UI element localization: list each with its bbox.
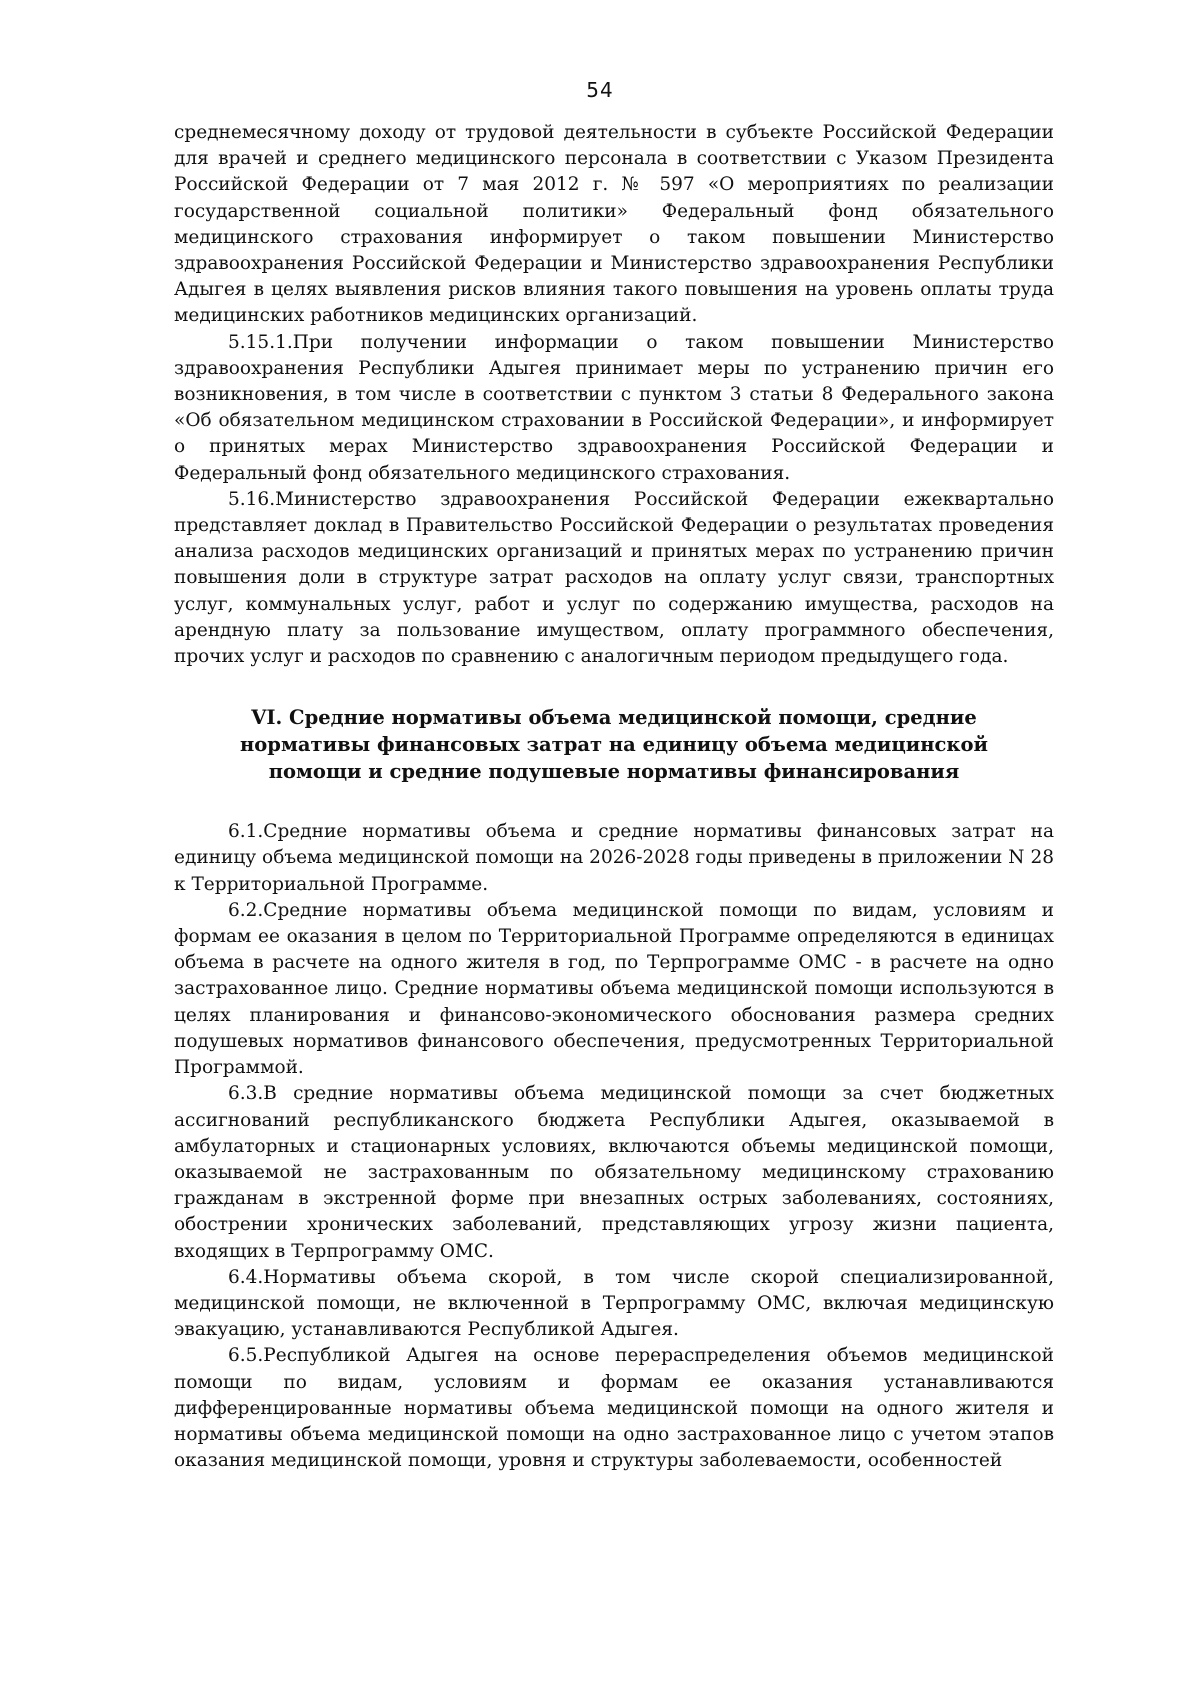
document-body (174, 120, 1054, 1474)
paragraph-6-4: 6.4.Нормативы объема скорой, в том числе скорой специализированной, медицинской помощи, не включенной в Терпрограмму ОМС, включая медицинскую эвакуацию, устанавливаются Республикой Адыгея. (174, 1266, 1054, 1341)
section-heading-vi (174, 704, 1054, 785)
paragraph-6-3: 6.3.В средние нормативы объема медицинской помощи за счет бюджетных ассигнований республиканского бюджета Республики Адыгея, оказываемой в амбулаторных и стационарных условиях, включаются объемы медицинской помощи, оказываемой не застрахованным по обязательному медицинскому страхованию гражданам в экстренной форме при внезапных острых заболеваниях, состояниях, обострении хронических заболеваний, представляющих угрозу жизни пациента, входящих в Терпрограмму ОМС. (174, 1083, 1054, 1262)
section-heading-line-1: VI. Средние нормативы объема медицинской помощи, средние (251, 706, 977, 730)
paragraph-5-16: 5.16.Министерство здравоохранения Российской Федерации ежеквартально представляет доклад в Правительство Российской Федерации о результатах проведения анализа расходов медицинских организаций и принятых мерах по устранению причин повышения доли в структуре затрат расходов на оплату услуг связи, транспортных услуг, коммунальных услуг, работ и услуг по содержанию имущества, расходов на арендную плату за пользование имуществом, оплату программного обеспечения, прочих услуг и расходов по сравнению с аналогичным периодом предыдущего года. (174, 488, 1054, 668)
section-heading-line-3: помощи и средние подушевые нормативы финансирования (268, 760, 960, 784)
paragraph-5-15-1: 5.15.1.При получении информации о таком повышении Министерство здравоохранения Республики Адыгея принимает меры по устранению причин его возникновения, в том числе в соответствии с пунктом 3 статьи 8 Федерального закона «Об обязательном медицинском страховании в Российской Федерации», и информирует о принятых мерах Министерство здравоохранения Российской Федерации и Федеральный фонд обязательного медицинского страхования. (174, 331, 1054, 484)
section-heading-line-2: нормативы финансовых затрат на единицу объема медицинской (240, 733, 988, 757)
paragraph-6-2: 6.2.Средние нормативы объема медицинской помощи по видам, условиям и формам ее оказания в целом по Территориальной Программе определяются в единицах объема в расчете на одного жителя в год, по Терпрограмме ОМС - в расчете на одно застрахованное лицо. Средние нормативы объема медицинской помощи используются в целях планирования и финансово-экономического обоснования размера средних подушевых нормативов финансового обеспечения, предусмотренных Территориальной Программой. (174, 899, 1054, 1079)
paragraph-6-5: 6.5.Республикой Адыгея на основе перераспределения объемов медицинской помощи по видам, условиям и формам ее оказания устанавливаются дифференцированные нормативы объема медицинской помощи на одного жителя и нормативы объема медицинской помощи на одно застрахованное лицо с учетом этапов оказания медицинской помощи, уровня и структуры заболеваемости, особенностей (174, 1345, 1054, 1472)
paragraph-6-1: 6.1.Средние нормативы объема и средние нормативы финансовых затрат на единицу объема медицинской помощи на 2026-2028 годы приведены в приложении N 28 к Территориальной Программе. (174, 821, 1054, 895)
paragraph-continuation: среднемесячному доходу от трудовой деятельности в субъекте Российской Федерации для врачей и среднего медицинского персонала в соответствии с Указом Президента Российской Федерации от 7 мая 2012 г. № 597 «О мероприятиях по реализации государственной социальной политики» Федеральный фонд обязательного медицинского страхования информирует о таком повышении Министерство здравоохранения Российской Федерации и Министерство здравоохранения Республики Адыгея в целях выявления рисков влияния такого повышения на уровень оплаты труда медицинских работников медицинских организаций. (174, 122, 1054, 327)
page-number: 54 (586, 78, 614, 102)
